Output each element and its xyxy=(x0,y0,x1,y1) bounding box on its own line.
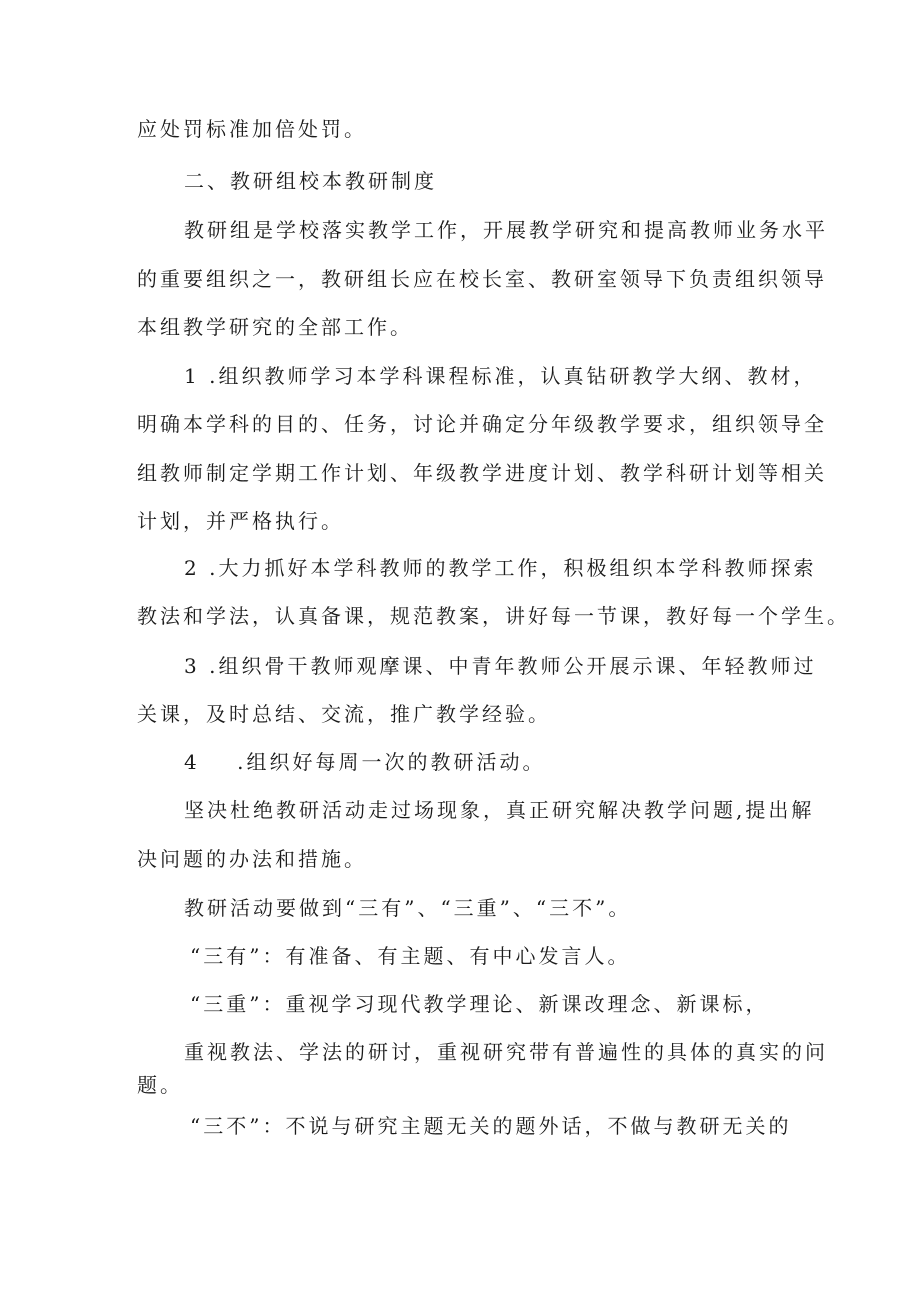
text-line: 计划，并严格执行。 xyxy=(137,509,344,533)
list-item-1: 1 .组织教师学习本学科课程标准，认真钻研教学大纲、教材， xyxy=(184,364,817,388)
text-line: 坚决杜绝教研活动走过场现象，真正研究解决教学问题,提出解 xyxy=(184,798,815,822)
text-line: “三有”：有准备、有主题、有中心发言人。 xyxy=(190,944,631,968)
text-line: 组教师制定学期工作计划、年级教学进度计划、教学科研计划等相关 xyxy=(137,461,827,485)
text-line: “三不”：不说与研究主题无关的题外话，不做与教研无关的 xyxy=(190,1114,792,1138)
text-line: 重视教法、学法的研讨，重视研究带有普遍性的具体的真实的问 xyxy=(184,1040,828,1064)
list-item-3: 3 .组织骨干教师观摩课、中青年教师公开展示课、年轻教师过 xyxy=(184,654,817,678)
section-heading: 二、教研组校本教研制度 xyxy=(184,169,437,193)
text-line: “三重”：重视学习现代教学理论、新课改理念、新课标， xyxy=(190,992,769,1016)
text-line: 教法和学法，认真备课，规范教案，讲好每一节课，教好每一个学生。 xyxy=(137,604,850,628)
text-line: 明确本学科的目的、任务，讨论并确定分年级教学要求，组织领导全 xyxy=(137,412,827,436)
text-line: 应处罚标准加倍处罚。 xyxy=(137,117,367,141)
text-line: 的重要组织之一，教研组长应在校长室、教研室领导下负责组织领导 xyxy=(137,267,827,291)
text-line: 决问题的办法和措施。 xyxy=(137,847,367,871)
text-line: 教研组是学校落实教学工作，开展教学研究和提高教师业务水平 xyxy=(184,218,828,242)
list-item-2: 2 .大力抓好本学科教师的教学工作，积极组织本学科教师探索 xyxy=(184,556,817,580)
text-line: 教研活动要做到“三有”、“三重”、“三不”。 xyxy=(184,896,632,920)
text-line: 题。 xyxy=(137,1073,183,1097)
text-line: 关课，及时总结、交流，推广教学经验。 xyxy=(137,702,551,726)
text-line: 本组教学研究的全部工作。 xyxy=(137,315,413,339)
list-item-4: 4 .组织好每周一次的教研活动。 xyxy=(184,750,546,774)
